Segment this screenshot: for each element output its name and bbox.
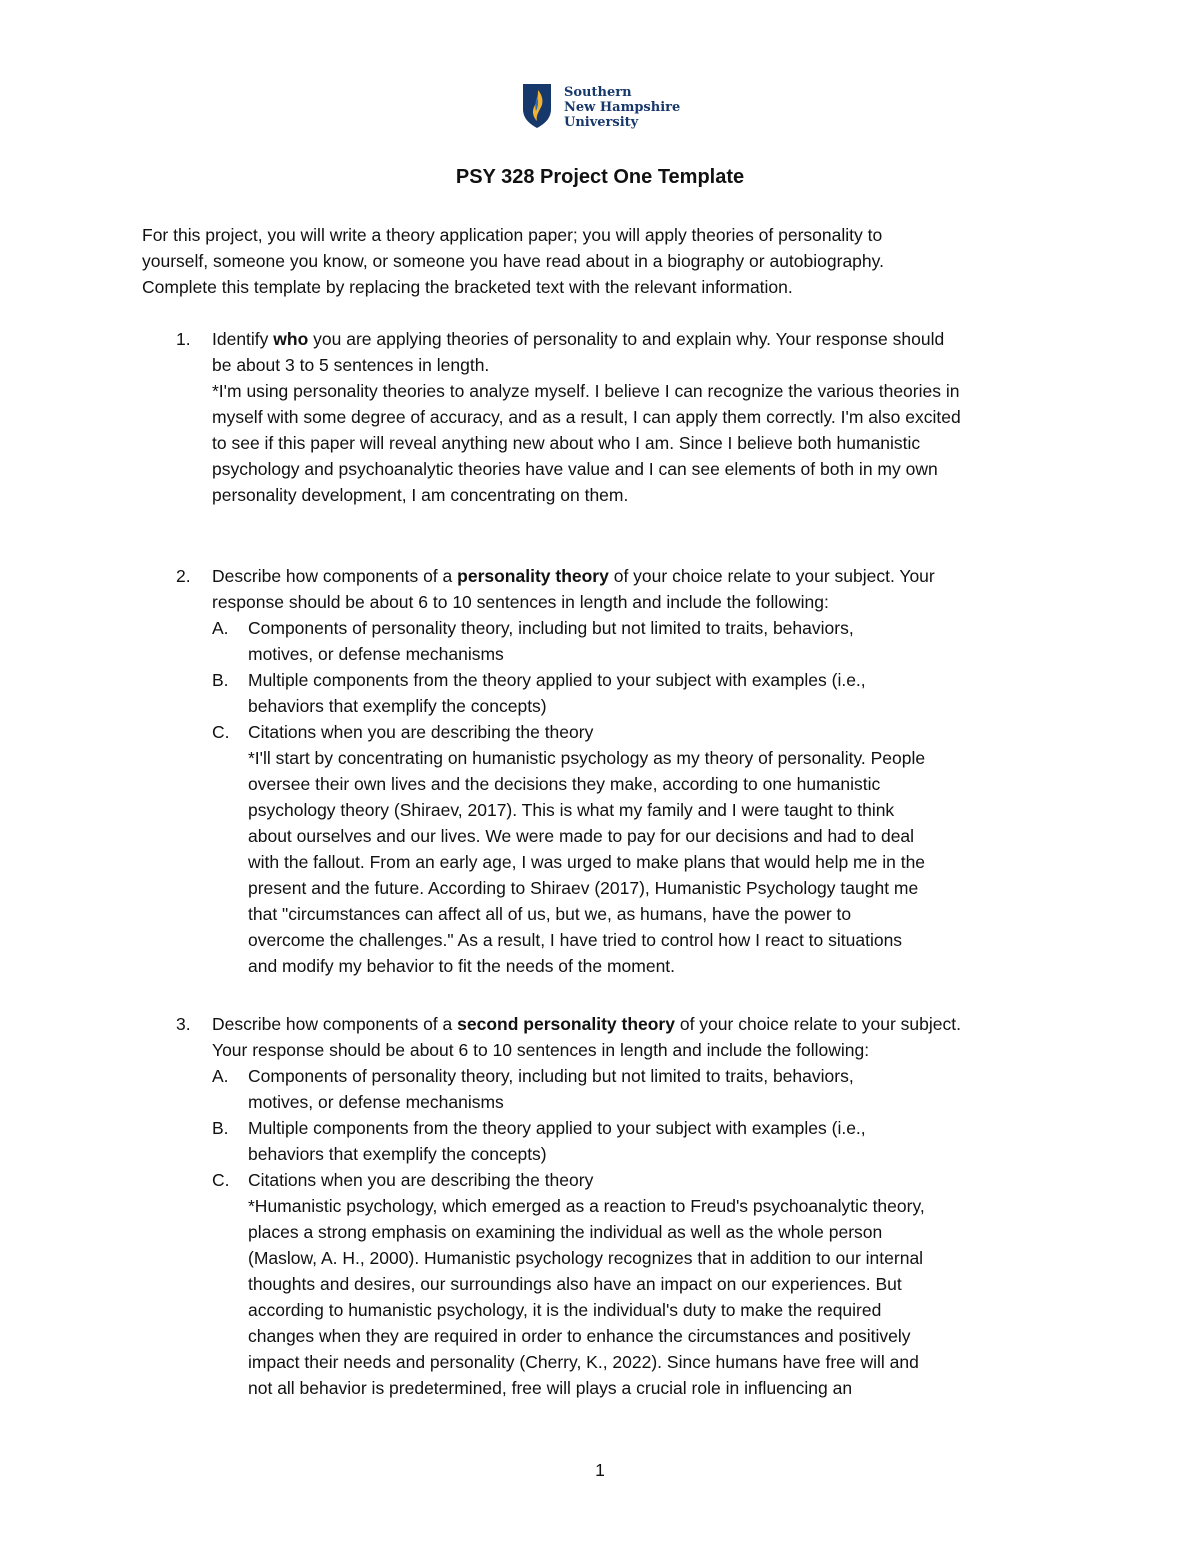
answer-line: impact their needs and personality (Cherry, K., 2022). Since humans have free will and xyxy=(248,1352,919,1372)
answer-line: according to humanistic psychology, it is the individual's duty to make the required xyxy=(248,1300,882,1320)
answer-line: overcome the challenges." As a result, I have tried to control how I react to situations xyxy=(248,930,903,950)
prompt-line xyxy=(212,1011,1072,1037)
sub-line: Components of personality theory, including but not limited to traits, behaviors, xyxy=(248,1066,854,1086)
answer-line: not all behavior is predetermined, free will plays a crucial role in influencing an xyxy=(248,1378,853,1398)
sub-line: Multiple components from the theory applied to your subject with examples (i.e., xyxy=(248,670,866,690)
logo-line-3: University xyxy=(564,115,639,130)
sub-letter: A. xyxy=(212,618,229,638)
sub-letter: B. xyxy=(212,1118,229,1138)
prompt-text: Describe how components of a xyxy=(212,1014,458,1034)
question-number: 3. xyxy=(176,1014,191,1034)
answer-line: that "circumstances can affect all of us, but we, as humans, have the power to xyxy=(248,904,852,924)
sub-line: behaviors that exemplify the concepts) xyxy=(248,1144,547,1164)
answer-line: psychology and psychoanalytic theories have value and I can see elements of both in my own xyxy=(212,459,938,479)
intro-paragraph xyxy=(142,222,1042,300)
sub-item-a xyxy=(212,615,1072,667)
sub-item-a xyxy=(212,1063,1072,1115)
prompt-text: Identify xyxy=(212,329,274,349)
answer-line: about ourselves and our lives. We were made to pay for our decisions and had to deal xyxy=(248,826,915,846)
answer-line: present and the future. According to Shiraev (2017), Humanistic Psychology taught me xyxy=(248,878,919,898)
answer-line: thoughts and desires, our surroundings also have an impact on our experiences. But xyxy=(248,1274,902,1294)
sub-line: motives, or defense mechanisms xyxy=(248,1092,504,1112)
intro-line: Complete this template by replacing the bracketed text with the relevant information. xyxy=(142,277,793,297)
prompt-line xyxy=(212,326,1072,352)
answer-line: personality development, I am concentrating on them. xyxy=(212,485,629,505)
prompt-text: of your choice relate to your subject. xyxy=(674,1014,961,1034)
sub-item-c xyxy=(212,1167,1072,1401)
logo-wordmark xyxy=(564,85,680,130)
answer-line: changes when they are required in order to enhance the circumstances and positively xyxy=(248,1326,911,1346)
prompt-line: be about 3 to 5 sentences in length. xyxy=(212,355,490,375)
shield-flame-icon xyxy=(522,83,552,129)
answer-line: oversee their own lives and the decisions they make, according to one humanistic xyxy=(248,774,881,794)
page-number: 1 xyxy=(595,1460,605,1480)
answer-line: myself with some degree of accuracy, and as a result, I can apply them correctly. I'm also excited xyxy=(212,407,961,427)
answer-line: with the fallout. From an early age, I was urged to make plans that would help me in the xyxy=(248,852,926,872)
sub-line: behaviors that exemplify the concepts) xyxy=(248,696,547,716)
sub-letter: B. xyxy=(212,670,229,690)
question-number: 2. xyxy=(176,566,191,586)
sub-item-b xyxy=(212,667,1072,719)
sub-line: motives, or defense mechanisms xyxy=(248,644,504,664)
sub-line: Citations when you are describing the theory xyxy=(248,1170,594,1190)
answer-line: *I'm using personality theories to analyze myself. I believe I can recognize the various theories in xyxy=(212,381,960,401)
prompt-text: of your choice relate to your subject. Your xyxy=(608,566,935,586)
logo-line-1: Southern xyxy=(564,85,632,100)
prompt-emphasis: personality theory xyxy=(457,566,609,586)
sub-letter: A. xyxy=(212,1066,229,1086)
prompt-emphasis: second personality theory xyxy=(457,1014,675,1034)
intro-line: yourself, someone you know, or someone you have read about in a biography or autobiography. xyxy=(142,251,884,271)
intro-line: For this project, you will write a theory application paper; you will apply theories of personality to xyxy=(142,225,883,245)
question-body xyxy=(212,326,1072,508)
answer-line: *Humanistic psychology, which emerged as a reaction to Freud's psychoanalytic theory, xyxy=(248,1196,925,1216)
prompt-line: Your response should be about 6 to 10 sentences in length and include the following: xyxy=(212,1040,870,1060)
sub-item-b xyxy=(212,1115,1072,1167)
sub-line: Components of personality theory, including but not limited to traits, behaviors, xyxy=(248,618,854,638)
prompt-text: Describe how components of a xyxy=(212,566,458,586)
answer-line: places a strong emphasis on examining the individual as well as the whole person xyxy=(248,1222,883,1242)
prompt-text: you are applying theories of personality to and explain why. Your response should xyxy=(308,329,945,349)
answer-line: to see if this paper will reveal anything new about who I am. Since I believe both humanistic xyxy=(212,433,921,453)
answer-line: and modify my behavior to fit the needs of the moment. xyxy=(248,956,676,976)
sub-line: Multiple components from the theory applied to your subject with examples (i.e., xyxy=(248,1118,866,1138)
sub-item-c xyxy=(212,719,1072,979)
question-body xyxy=(212,1011,1072,1401)
university-logo xyxy=(522,83,692,133)
prompt-line: response should be about 6 to 10 sentences in length and include the following: xyxy=(212,592,829,612)
prompt-line xyxy=(212,563,1072,589)
logo-line-2: New Hampshire xyxy=(564,100,681,115)
sub-line: Citations when you are describing the theory xyxy=(248,722,594,742)
answer-line: (Maslow, A. H., 2000). Humanistic psychology recognizes that in addition to our internal xyxy=(248,1248,924,1268)
answer-line: psychology theory (Shiraev, 2017). This is what my family and I were taught to think xyxy=(248,800,895,820)
question-number: 1. xyxy=(176,329,191,349)
sub-letter: C. xyxy=(212,1170,230,1190)
answer-line: *I'll start by concentrating on humanistic psychology as my theory of personality. People xyxy=(248,748,926,768)
question-body xyxy=(212,563,1072,979)
prompt-emphasis: who xyxy=(273,329,309,349)
sub-letter: C. xyxy=(212,722,230,742)
document-title: PSY 328 Project One Template xyxy=(455,166,745,188)
